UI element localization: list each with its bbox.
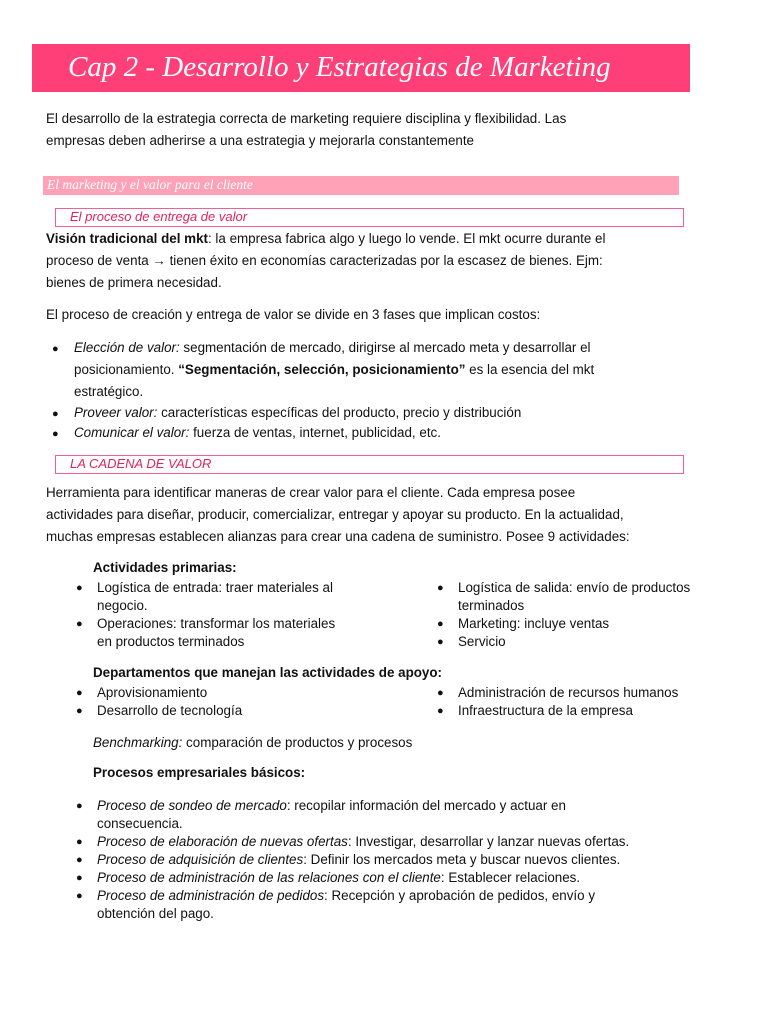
item-text: es la esencia del mkt — [465, 362, 595, 377]
list-item — [437, 633, 737, 651]
title-banner — [32, 44, 690, 92]
item-text: Servicio — [458, 634, 506, 649]
heading-text: Departamentos que manejan las actividades de apoyo: — [93, 665, 443, 680]
item-text: : recopilar información del mercado y actuar en — [286, 798, 566, 813]
bullet-icon: ● — [437, 636, 444, 648]
item-text: Infraestructura de la empresa — [458, 703, 633, 718]
cadena-paragraph — [46, 482, 686, 548]
item-text: fuerza de ventas, internet, publicidad, etc. — [189, 425, 441, 440]
list-item — [76, 615, 376, 651]
item-text: consecuencia. — [97, 816, 183, 831]
primarias-left-list — [76, 579, 376, 651]
procesos-list — [76, 797, 696, 923]
item-text: : Definir los mercados meta y buscar nuevos clientes. — [303, 852, 621, 867]
item-text: : Investigar, desarrollar y lanzar nuevas ofertas. — [347, 834, 630, 849]
list-item — [76, 702, 376, 720]
fases-list — [52, 337, 682, 443]
benchmarking-line — [93, 735, 412, 750]
vision-term: Visión tradicional del mkt — [46, 231, 208, 246]
bullet-icon: ● — [76, 854, 83, 866]
cadena-line: muchas empresas establecen alianzas para crear una cadena de suministro. Posee 9 actividades: — [46, 529, 630, 544]
page-title: Cap 2 - Desarrollo y Estrategias de Marketing — [68, 51, 611, 83]
item-label: Proceso de sondeo de mercado — [97, 798, 287, 813]
subsection-box — [55, 455, 684, 474]
list-item — [76, 869, 696, 887]
list-item — [437, 684, 737, 702]
section-heading: El marketing y el valor para el cliente — [47, 177, 253, 192]
bullet-icon: ● — [437, 582, 444, 594]
item-text: Administración de recursos humanos — [458, 685, 679, 700]
vision-text: bienes de primera necesidad. — [46, 275, 222, 290]
bullet-icon: ● — [437, 705, 444, 717]
bullet-icon: ● — [52, 408, 59, 420]
item-text: : Establecer relaciones. — [440, 870, 581, 885]
term-text: comparación de productos y procesos — [182, 735, 413, 750]
list-item — [437, 579, 737, 615]
intro-line: El desarrollo de la estrategia correcta de marketing requiere disciplina y flexibilidad. Las — [46, 111, 567, 126]
list-item — [76, 579, 376, 615]
item-text: Operaciones: transformar los materiales — [97, 616, 336, 631]
subsection-heading: El proceso de entrega de valor — [70, 209, 248, 224]
bullet-icon: ● — [76, 687, 83, 699]
item-label: Proveer valor: — [74, 405, 158, 420]
cadena-line: Herramienta para identificar maneras de crear valor para el cliente. Cada empresa posee — [46, 485, 576, 500]
item-text: en productos terminados — [97, 634, 245, 649]
bullet-icon: ● — [76, 618, 83, 630]
item-emphasis: “Segmentación, selección, posicionamiento” — [178, 362, 466, 377]
list-item — [437, 615, 737, 633]
section-heading-bar — [43, 176, 679, 195]
primarias-right-list — [437, 579, 737, 651]
bullet-icon: ● — [76, 836, 83, 848]
bullet-icon: ● — [437, 618, 444, 630]
item-label: Proceso de adquisición de clientes — [97, 852, 304, 867]
intro-paragraph — [46, 108, 686, 152]
term-label: Benchmarking: — [93, 735, 183, 750]
primarias-heading — [93, 560, 237, 575]
intro-line: empresas deben adherirse a una estrategia y mejorarla constantemente — [46, 133, 475, 148]
bullet-icon: ● — [52, 343, 59, 355]
apoyo-heading — [93, 665, 442, 680]
bullet-icon: ● — [76, 582, 83, 594]
vision-text: : la empresa fabrica algo y luego lo vende. El mkt ocurre durante el — [207, 231, 606, 246]
fases-intro: El proceso de creación y entrega de valor se divide en 3 fases que implican costos: — [46, 307, 541, 322]
item-text: Logística de entrada: traer materiales al — [97, 580, 333, 595]
item-text: Desarrollo de tecnología — [97, 703, 243, 718]
bullet-icon: ● — [76, 890, 83, 902]
bullet-icon: ● — [437, 687, 444, 699]
list-item — [76, 887, 696, 923]
list-item — [52, 403, 682, 423]
item-label: Proceso de administración de pedidos — [97, 888, 325, 903]
item-text: Logística de salida: envío de productos — [458, 580, 691, 595]
item-text: características específicas del producto, precio y distribución — [157, 405, 522, 420]
heading-text: Actividades primarias: — [93, 560, 237, 575]
item-text: estratégico. — [74, 384, 144, 399]
list-item — [76, 797, 696, 833]
item-text: terminados — [458, 598, 525, 613]
bullet-icon: ● — [76, 705, 83, 717]
bullet-icon: ● — [76, 872, 83, 884]
item-label: Comunicar el valor: — [74, 425, 190, 440]
vision-text: proceso de venta → tienen éxito en economías caracterizadas por la escasez de bienes. Ejm: — [46, 253, 603, 268]
subsection-box — [55, 208, 684, 227]
apoyo-right-list — [437, 684, 737, 720]
item-text: Marketing: incluye ventas — [458, 616, 610, 631]
vision-paragraph — [46, 228, 686, 294]
bullet-icon: ● — [76, 800, 83, 812]
list-item — [76, 684, 376, 702]
item-label: Proceso de administración de las relaciones con el cliente — [97, 870, 441, 885]
item-label: Elección de valor: — [74, 340, 180, 355]
bullet-icon: ● — [52, 428, 59, 440]
list-item — [76, 851, 696, 869]
subsection-heading: LA CADENA DE VALOR — [70, 456, 212, 471]
cadena-line: actividades para diseñar, producir, comercializar, entregar y apoyar su producto. En la actualidad, — [46, 507, 624, 522]
list-item — [52, 423, 682, 443]
list-item — [52, 337, 682, 403]
procesos-heading — [93, 765, 305, 780]
heading-text: Procesos empresariales básicos: — [93, 765, 306, 780]
item-text: : Recepción y aprobación de pedidos, envío y — [324, 888, 596, 903]
list-item — [76, 833, 696, 851]
item-text: posicionamiento. — [74, 362, 179, 377]
item-text: negocio. — [97, 598, 148, 613]
apoyo-left-list — [76, 684, 376, 720]
item-text: segmentación de mercado, dirigirse al mercado meta y desarrollar el — [179, 340, 591, 355]
item-text: obtención del pago. — [97, 906, 214, 921]
item-text: Aprovisionamiento — [97, 685, 208, 700]
item-label: Proceso de elaboración de nuevas ofertas — [97, 834, 348, 849]
list-item — [437, 702, 737, 720]
